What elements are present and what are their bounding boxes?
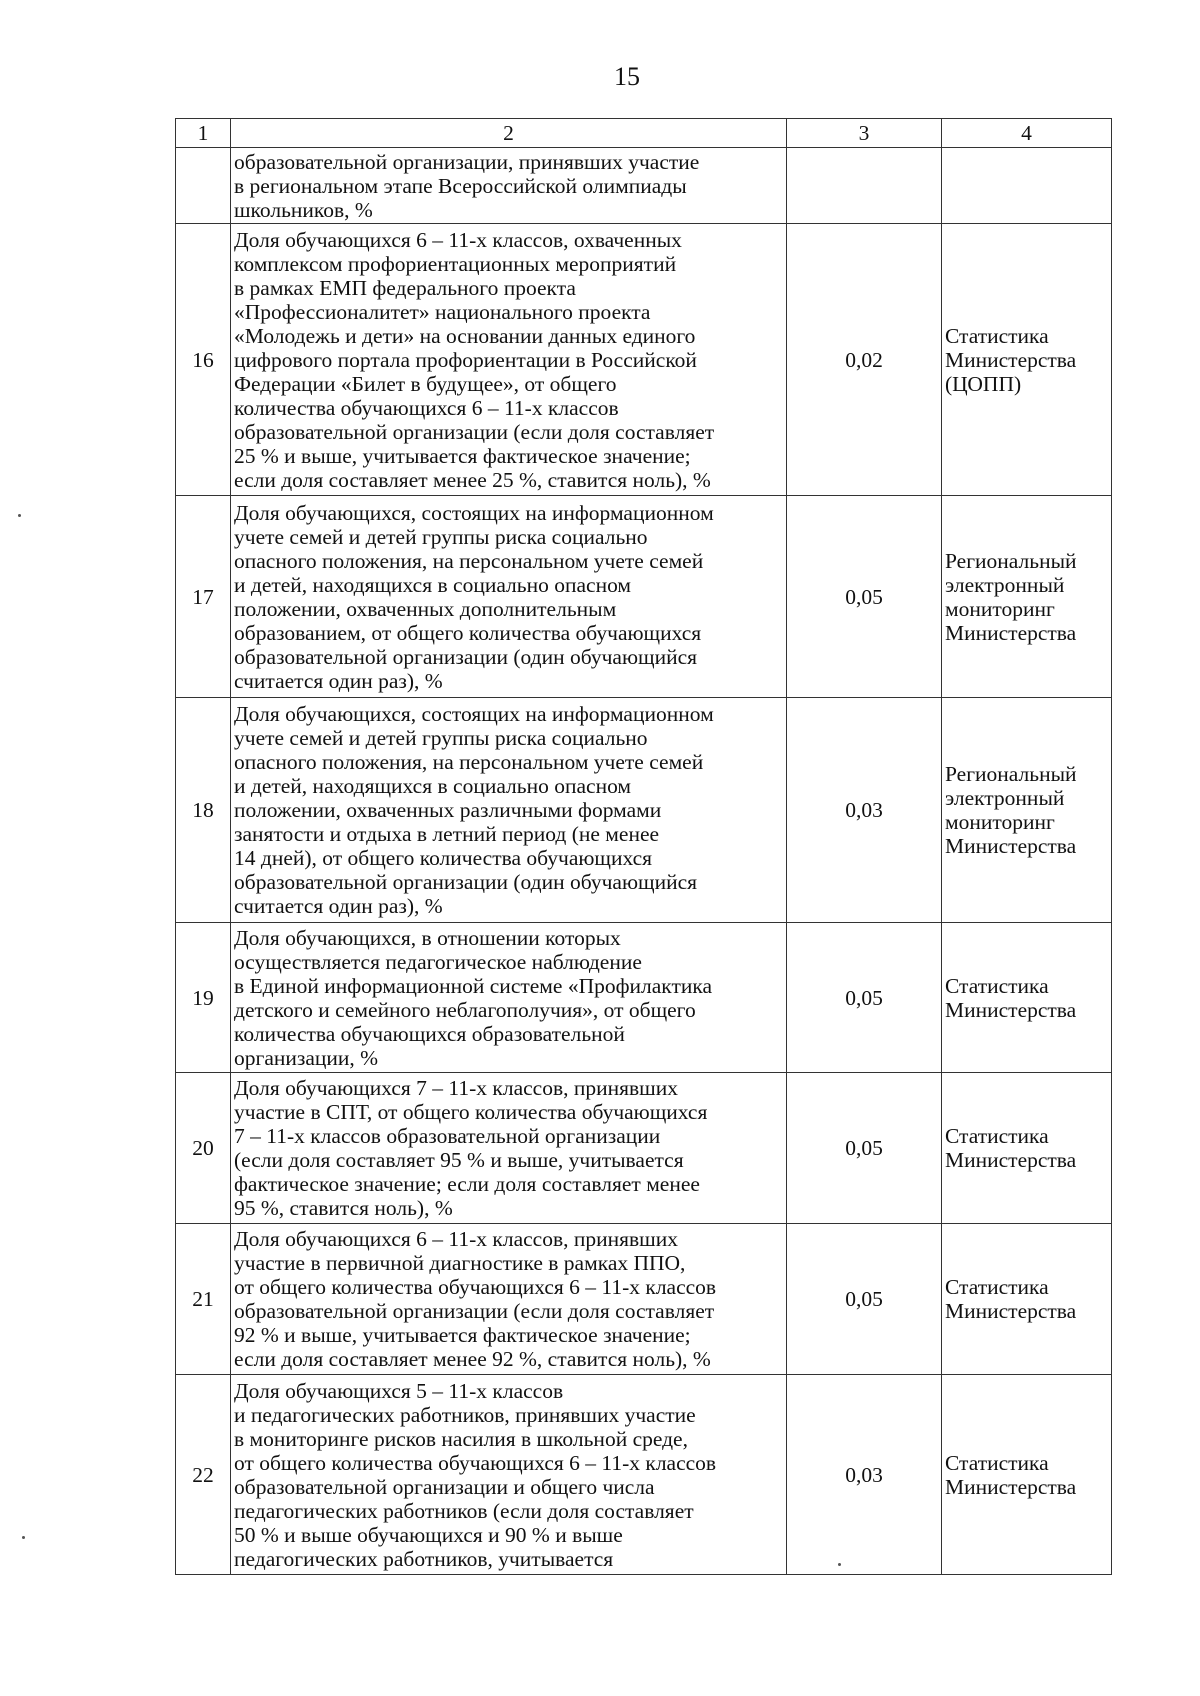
- description-line: в региональном этапе Всероссийской олимпиады: [234, 173, 687, 198]
- source-line: Министерства: [945, 834, 1077, 858]
- source-line: Статистика: [945, 1275, 1049, 1299]
- description-line: (если доля составляет 95 % и выше, учитывается: [234, 1148, 684, 1172]
- data-source: [942, 698, 1112, 923]
- indicator-weight: 0,05: [787, 1224, 942, 1375]
- indicator-weight: 0,05: [787, 1073, 942, 1224]
- description-line: образовательной организации, принявших участие: [234, 149, 700, 174]
- indicator-weight: [787, 148, 942, 224]
- indicator-description: [231, 148, 787, 224]
- table-row: [176, 1073, 1112, 1224]
- indicator-description: [231, 923, 787, 1073]
- description-line: организации, %: [234, 1045, 379, 1070]
- description-line: фактическое значение; если доля составляет менее: [234, 1172, 700, 1196]
- description-line: 50 % и выше обучающихся и 90 % и выше: [234, 1522, 623, 1547]
- data-source: [942, 923, 1112, 1073]
- indicators-table: [175, 118, 1112, 1575]
- source-line: Министерства: [945, 1299, 1077, 1323]
- indicator-weight: 0,02: [787, 224, 942, 496]
- source-line: Региональный: [945, 548, 1077, 573]
- description-line: Федерации «Билет в будущее», от общего: [234, 371, 617, 396]
- table-row: [176, 148, 1112, 224]
- page-number: 15: [614, 62, 640, 91]
- description-line: занятости и отдыха в летний период (не менее: [234, 822, 660, 846]
- row-number: 21: [176, 1224, 231, 1375]
- table-row: [176, 1375, 1112, 1575]
- header-cell-3: 3: [787, 119, 942, 148]
- source-line: Региональный: [945, 762, 1077, 786]
- description-line: Доля обучающихся 7 – 11-х классов, принявших: [234, 1076, 678, 1100]
- indicator-description: [231, 1224, 787, 1375]
- source-line: Статистика: [945, 973, 1049, 998]
- data-source: [942, 148, 1112, 224]
- description-line: образовательной организации (один обучающийся: [234, 644, 698, 669]
- description-line: опасного положения, на персональном учете семей: [234, 750, 704, 774]
- description-line: учете семей и детей группы риска социально: [234, 524, 648, 549]
- data-source: [942, 1224, 1112, 1375]
- description-line: и детей, находящихся в социально опасном: [234, 572, 632, 597]
- data-source: [942, 224, 1112, 496]
- scan-speck: [18, 514, 21, 517]
- description-line: и педагогических работников, принявших участие: [234, 1402, 696, 1427]
- description-line: осуществляется педагогическое наблюдение: [234, 949, 642, 974]
- row-number: 20: [176, 1073, 231, 1224]
- indicator-description: [231, 496, 787, 698]
- description-line: школьников, %: [234, 197, 373, 222]
- indicator-weight: 0,03: [787, 1375, 942, 1575]
- source-line: Министерства: [945, 1148, 1077, 1172]
- description-line: и детей, находящихся в социально опасном: [234, 774, 632, 798]
- table-header-row: [176, 119, 1112, 148]
- row-number: 17: [176, 496, 231, 698]
- source-line: Министерства: [945, 1474, 1077, 1499]
- description-line: образовательной организации и общего числа: [234, 1474, 655, 1499]
- indicator-description: [231, 224, 787, 496]
- table-row: [176, 224, 1112, 496]
- source-line: электронный: [945, 786, 1065, 810]
- table-row: [176, 698, 1112, 923]
- description-line: Доля обучающихся 5 – 11-х классов: [234, 1378, 564, 1403]
- description-line: считается один раз), %: [234, 894, 443, 918]
- source-line: Статистика: [945, 1124, 1049, 1148]
- data-source: [942, 1375, 1112, 1575]
- source-line: мониторинг: [945, 596, 1055, 621]
- source-line: Министерства: [945, 997, 1077, 1022]
- description-line: комплексом профориентационных мероприятий: [234, 251, 677, 276]
- description-line: положении, охваченных различными формами: [234, 798, 662, 822]
- row-number: 22: [176, 1375, 231, 1575]
- indicator-description: [231, 1073, 787, 1224]
- row-number: 16: [176, 224, 231, 496]
- data-source: [942, 496, 1112, 698]
- description-line: участие в первичной диагностике в рамках ППО,: [234, 1251, 686, 1275]
- table-row: [176, 923, 1112, 1073]
- description-line: «Молодежь и дети» на основании данных единого: [234, 323, 696, 348]
- description-line: опасного положения, на персональном учете семей: [234, 548, 704, 573]
- description-line: от общего количества обучающихся 6 – 11-х классов: [234, 1275, 717, 1299]
- source-line: мониторинг: [945, 810, 1055, 834]
- row-number: [176, 148, 231, 224]
- description-line: цифрового портала профориентации в Российской: [234, 347, 697, 372]
- source-line: Статистика: [945, 1450, 1049, 1475]
- description-line: в Единой информационной системе «Профилактика: [234, 973, 713, 998]
- indicator-description: [231, 1375, 787, 1575]
- description-line: педагогических работников (если доля составляет: [234, 1498, 694, 1523]
- header-cell-2: 2: [231, 119, 787, 148]
- source-line: (ЦОПП): [945, 371, 1022, 396]
- header-cell-1: 1: [176, 119, 231, 148]
- indicator-weight: 0,05: [787, 496, 942, 698]
- row-number: 19: [176, 923, 231, 1073]
- description-line: 95 %, ставится ноль), %: [234, 1196, 453, 1220]
- description-line: в рамках ЕМП федерального проекта: [234, 275, 576, 300]
- table-row: [176, 1224, 1112, 1375]
- source-line: Министерства: [945, 347, 1077, 372]
- description-line: образовательной организации (один обучающийся: [234, 870, 698, 894]
- indicator-weight: 0,05: [787, 923, 942, 1073]
- indicator-description: [231, 698, 787, 923]
- indicator-weight: 0,03: [787, 698, 942, 923]
- description-line: от общего количества обучающихся 6 – 11-х классов: [234, 1450, 717, 1475]
- description-line: педагогических работников, учитывается: [234, 1546, 614, 1571]
- description-line: детского и семейного неблагополучия», от общего: [234, 997, 696, 1022]
- description-line: в мониторинге рисков насилия в школьной среде,: [234, 1426, 688, 1451]
- header-cell-4: 4: [942, 119, 1112, 148]
- description-line: количества обучающихся 6 – 11-х классов: [234, 395, 619, 420]
- description-line: Доля обучающихся, состоящих на информационном: [234, 500, 714, 525]
- scan-speck: [838, 1563, 841, 1566]
- description-line: Доля обучающихся, в отношении которых: [234, 925, 621, 950]
- description-line: 92 % и выше, учитывается фактическое значение;: [234, 1323, 691, 1347]
- table-row: [176, 496, 1112, 698]
- description-line: образовательной организации (если доля составляет: [234, 1299, 715, 1323]
- description-line: Доля обучающихся 6 – 11-х классов, охваченных: [234, 227, 682, 252]
- description-line: Доля обучающихся 6 – 11-х классов, принявших: [234, 1227, 678, 1251]
- source-line: электронный: [945, 572, 1065, 597]
- description-line: Доля обучающихся, состоящих на информационном: [234, 702, 714, 726]
- description-line: считается один раз), %: [234, 668, 443, 693]
- description-line: участие в СПТ, от общего количества обучающихся: [234, 1100, 708, 1124]
- description-line: положении, охваченных дополнительным: [234, 596, 617, 621]
- description-line: если доля составляет менее 25 %, ставится ноль), %: [234, 467, 711, 492]
- description-line: 7 – 11-х классов образовательной организации: [234, 1124, 661, 1148]
- description-line: образованием, от общего количества обучающихся: [234, 620, 702, 645]
- data-source: [942, 1073, 1112, 1224]
- row-number: 18: [176, 698, 231, 923]
- description-line: «Профессионалитет» национального проекта: [234, 299, 651, 324]
- description-line: если доля составляет менее 92 %, ставится ноль), %: [234, 1347, 711, 1371]
- source-line: Статистика: [945, 323, 1049, 348]
- source-line: Министерства: [945, 620, 1077, 645]
- description-line: образовательной организации (если доля составляет: [234, 419, 715, 444]
- scan-speck: [22, 1536, 25, 1539]
- description-line: учете семей и детей группы риска социально: [234, 726, 648, 750]
- description-line: количества обучающихся образовательной: [234, 1021, 625, 1046]
- description-line: 14 дней), от общего количества обучающихся: [234, 846, 653, 870]
- description-line: 25 % и выше, учитывается фактическое значение;: [234, 443, 691, 468]
- table-body: [176, 119, 1112, 1575]
